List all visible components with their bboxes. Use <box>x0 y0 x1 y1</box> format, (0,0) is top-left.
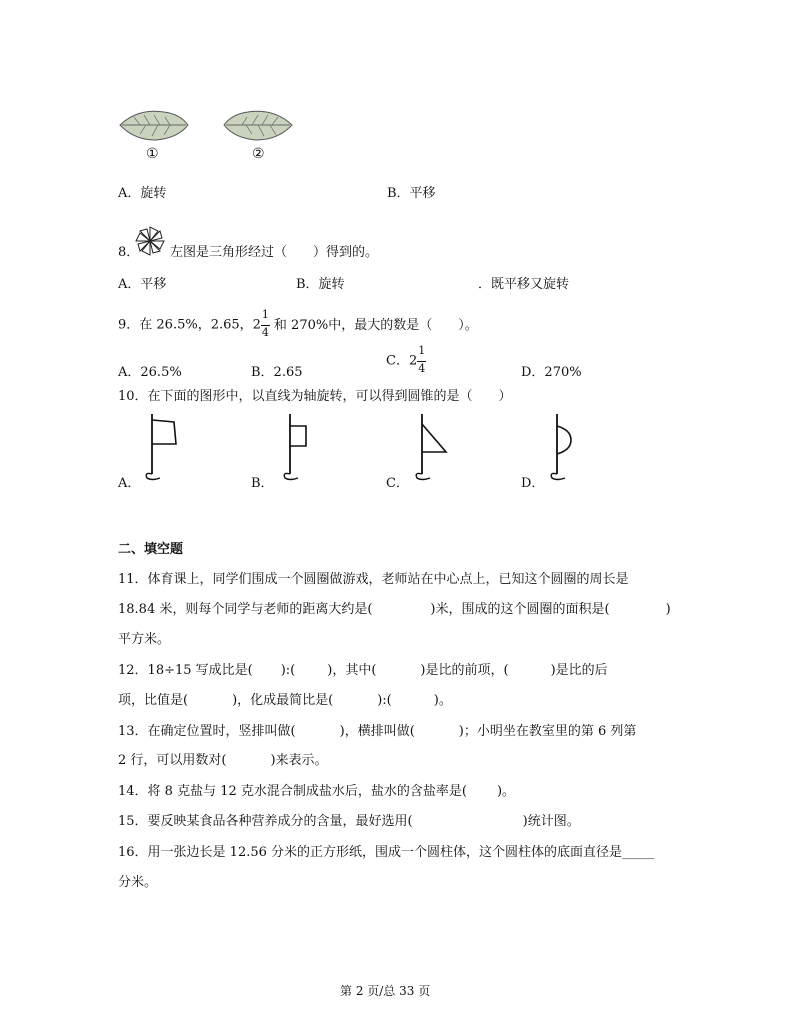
page-footer: 第 2 页/总 33 页 <box>340 984 431 998</box>
q12-part-a: 12．18÷15 写成比是( <box>118 663 253 678</box>
q12-part-b: ):( <box>280 663 296 678</box>
flag-c-figure <box>410 412 460 482</box>
q7-option-a: A．旋转 <box>118 186 167 201</box>
q10-option-c: C． <box>386 476 409 491</box>
q10-text: 10．在下面的图形中，以直线为轴旋转，可以得到圆锥的是（ ） <box>118 389 512 404</box>
q8-option-c: ．既平移又旋转 <box>478 277 570 292</box>
flag-b-figure <box>278 412 328 482</box>
q12-part-c: )，其中( <box>327 663 377 678</box>
q12-part-h: ):( <box>377 693 392 708</box>
q14-part-a: 14．将 8 克盐与 12 克水混合制成盐水后，盐水的含盐率是( <box>118 784 467 799</box>
q11-line2 <box>118 598 671 617</box>
q9-option-c-fraction <box>417 346 427 376</box>
q12-part-i: )。 <box>433 693 452 708</box>
q7-option-b: B．平移 <box>387 186 436 201</box>
q10-option-d: D． <box>521 476 545 491</box>
q9-option-c-num: 1 <box>418 344 426 357</box>
pinwheel-figure <box>134 225 166 257</box>
q12-part-d: )是比的前项，( <box>420 663 509 678</box>
q8-number: 8． <box>118 245 140 260</box>
q16-line2: 分米。 <box>118 875 158 890</box>
q9-fraction-den: 4 <box>261 326 269 339</box>
q8-option-b: B．旋转 <box>296 277 345 292</box>
q10-option-b: B． <box>251 476 274 491</box>
q15 <box>118 810 580 829</box>
q9-option-c-den: 4 <box>418 362 426 375</box>
q12-line2 <box>118 689 452 708</box>
q13-line1 <box>118 720 636 739</box>
leaf-1-label: ① <box>146 146 159 162</box>
q11-line2-a: 18.84 米，则每个同学与老师的距离大约是( <box>118 602 373 617</box>
q16-line1: 16．用一张边长是 12.56 分米的正方形纸，围成一个圆柱体，这个圆柱体的底面直径是_____ <box>118 845 655 860</box>
q12-line1 <box>118 659 608 678</box>
q9-option-c <box>386 346 427 376</box>
q13-line2 <box>118 749 328 768</box>
q9-fraction-num: 1 <box>261 308 269 321</box>
q13-part-d: 2 行，可以用数对( <box>118 753 227 768</box>
q13-part-e: )来表示。 <box>270 753 328 768</box>
q14-part-b: )。 <box>496 784 516 799</box>
q15-part-a: 15．要反映某食品各种营养成分的含量，最好选用( <box>118 814 413 829</box>
q9-option-c-pre: C．2 <box>386 353 418 369</box>
q9-option-d: D．270% <box>521 365 582 380</box>
q8-option-a: A．平移 <box>118 277 167 292</box>
section-title: 二、填空题 <box>118 542 184 557</box>
flag-d-figure <box>545 412 595 482</box>
q14 <box>118 780 515 799</box>
q11-line2-b: )米，围成的这个圆圈的面积是( <box>430 602 610 617</box>
q11-line3: 平方米。 <box>118 632 171 647</box>
q10-option-a: A． <box>118 476 141 491</box>
leaf-2-figure <box>222 108 294 142</box>
q11-line1: 11．体育课上，同学们围成一个圆圈做游戏，老师站在中心点上，已知这个圆圈的周长是 <box>118 572 629 587</box>
q13-part-c: )；小明坐在教室里的第 6 列第 <box>458 724 637 739</box>
leaf-2-label: ② <box>252 146 265 162</box>
q9-text-post: 和 270%中，最大的数是（ ）。 <box>273 317 478 333</box>
q11-line2-c: ) <box>665 602 671 617</box>
q9-option-a: A．26.5% <box>118 365 182 380</box>
leaf-1-figure <box>118 108 190 142</box>
q9-option-b: B．2.65 <box>251 365 303 380</box>
q15-part-b: )统计图。 <box>522 814 580 829</box>
q13-part-a: 13．在确定位置时，竖排叫做( <box>118 724 296 739</box>
flag-a-figure <box>140 412 190 482</box>
q13-part-b: )，横排叫做( <box>339 724 415 739</box>
q9-question <box>118 310 478 340</box>
q12-part-e: )是比的后 <box>550 663 608 678</box>
q9-text-pre: 9．在 26.5%，2.65，2 <box>118 317 261 333</box>
q12-part-g: )，化成最简比是( <box>232 693 334 708</box>
q8-text: 左图是三角形经过（ ）得到的。 <box>170 245 379 260</box>
q12-part-f: 项，比值是( <box>118 693 189 708</box>
q9-fraction <box>261 310 271 340</box>
